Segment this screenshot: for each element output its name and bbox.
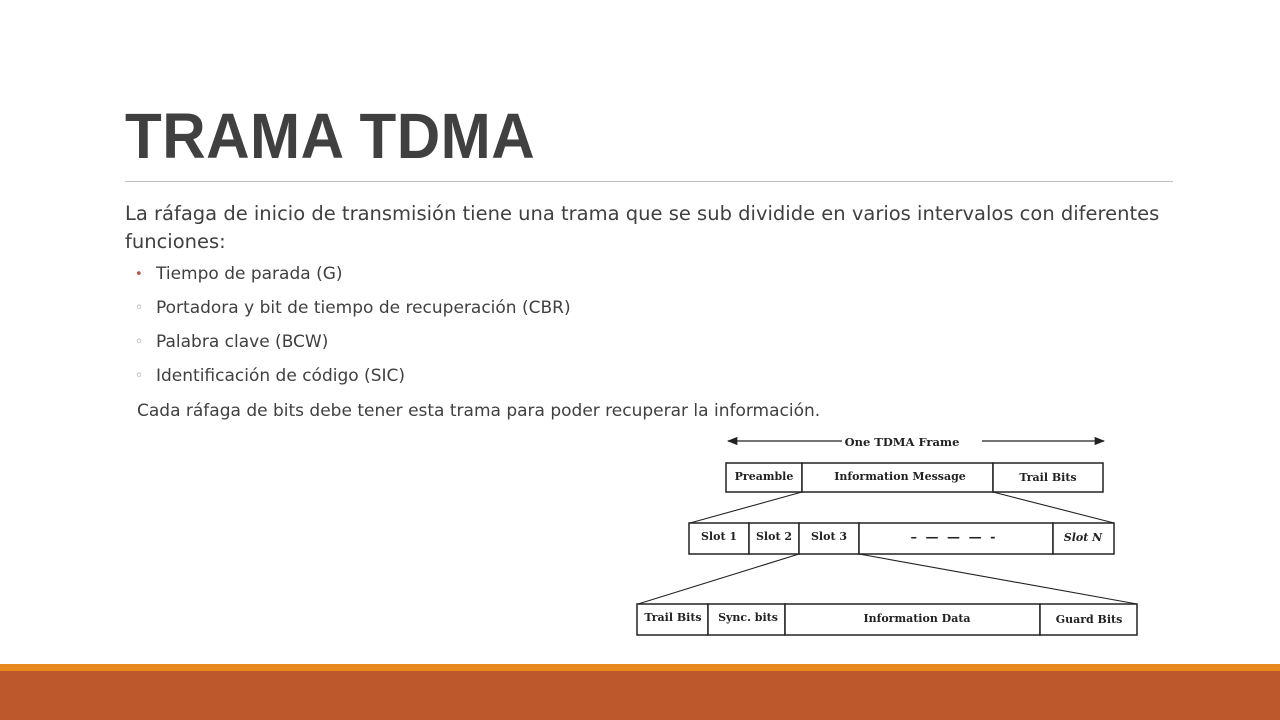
footer-accent-band — [0, 664, 1280, 671]
slot-row — [689, 523, 1114, 554]
information-data-label: Information Data — [863, 612, 971, 625]
bullet-circle-icon: ◦ — [135, 334, 144, 350]
title-divider — [125, 181, 1173, 182]
bullet-text: Tiempo de parada (G) — [156, 264, 343, 284]
closing-paragraph: Cada ráfaga de bits debe tener esta trama para poder recuperar la información. — [137, 401, 821, 421]
bullet-item — [135, 364, 571, 398]
intro-paragraph: La ráfaga de inicio de transmisión tiene una trama que se sub dividide en varios intervalos con diferentes funciones: — [125, 202, 1160, 253]
bullet-circle-icon: ◦ — [135, 368, 144, 384]
slide-title: TRAMA TDMA — [125, 100, 536, 172]
trail-bits-label: Trail Bits — [1019, 471, 1077, 484]
bullet-item — [135, 330, 571, 364]
bullet-text: Portadora y bit de tiempo de recuperación (CBR) — [156, 298, 571, 318]
expansion-lines — [690, 492, 1114, 523]
information-message-label: Information Message — [834, 470, 966, 483]
bullet-text: Palabra clave (BCW) — [156, 332, 329, 352]
slot-3-label: Slot 3 — [810, 530, 848, 543]
detail-trail-bits-label: Trail Bits — [644, 611, 702, 624]
slot-ellipsis-label: – — — — - — [910, 530, 998, 545]
footer-band — [0, 671, 1280, 720]
bullet-list — [135, 262, 571, 398]
sync-bits-label: Sync. bits — [718, 611, 778, 624]
slot-2-label: Slot 2 — [755, 530, 793, 543]
slot-1-label: Slot 1 — [700, 530, 738, 543]
bullet-item — [135, 296, 571, 330]
bullet-item — [135, 262, 571, 296]
bullet-text: Identificación de código (SIC) — [156, 366, 405, 386]
preamble-label: Preamble — [734, 470, 794, 483]
slot-expansion-lines — [638, 554, 1137, 604]
frame-label: One TDMA Frame — [844, 435, 960, 449]
frame-span-arrow — [728, 435, 1104, 449]
guard-bits-label: Guard Bits — [1055, 613, 1123, 626]
bullet-circle-icon: ◦ — [135, 300, 144, 316]
slot-n-label: Slot N — [1063, 531, 1103, 544]
bullet-dot-icon: • — [135, 267, 143, 282]
tdma-frame-diagram — [630, 430, 1145, 645]
